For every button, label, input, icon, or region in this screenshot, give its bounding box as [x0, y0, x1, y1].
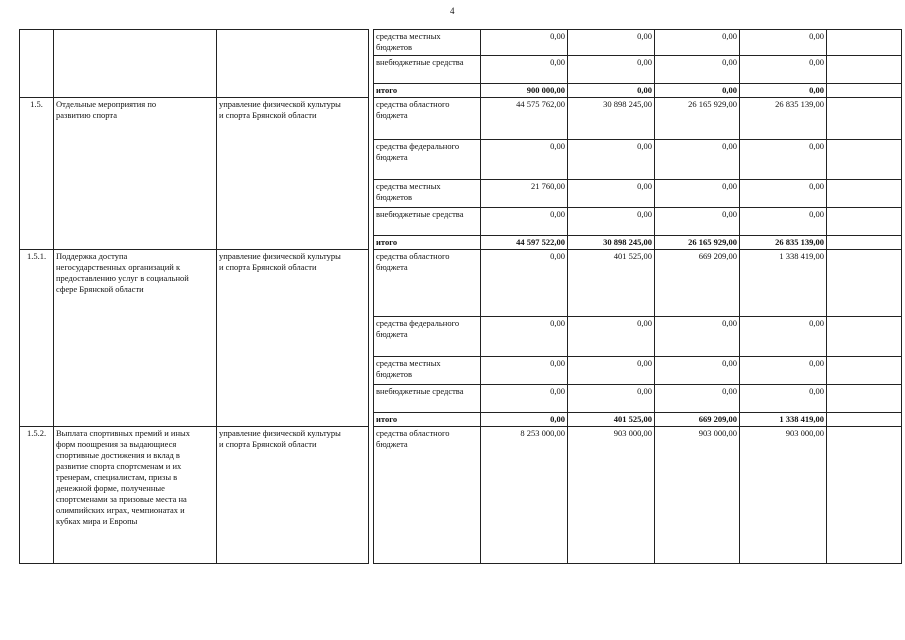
amount-cell: 0,00 — [655, 208, 740, 236]
amount-cell: 900 000,00 — [481, 84, 568, 98]
amount-cell: 44 597 522,00 — [481, 236, 568, 250]
text-line: итого — [376, 85, 398, 95]
executor — [217, 30, 369, 98]
amount-cell: 0,00 — [655, 385, 740, 413]
amount-cell: 0,00 — [655, 30, 740, 56]
funding-source — [374, 30, 481, 56]
amount-cell: 0,00 — [740, 30, 827, 56]
amount-cell: 0,00 — [481, 250, 568, 317]
text-line: управление физической культуры — [219, 99, 341, 109]
funding-source — [374, 427, 481, 564]
text-line: внебюджетные средства — [376, 57, 464, 67]
text-line: бюджета — [376, 262, 408, 272]
funding-source — [374, 84, 481, 98]
funding-source — [374, 357, 481, 385]
text-line: бюджета — [376, 329, 408, 339]
text-line: денежной форме, полученные — [56, 483, 165, 493]
amount-cell: 401 525,00 — [568, 413, 655, 427]
funding-source — [374, 250, 481, 317]
text-line: бюджетов — [376, 369, 412, 379]
activity-name — [54, 427, 217, 564]
amount-cell: 30 898 245,00 — [568, 236, 655, 250]
amount-cell: 26 835 139,00 — [740, 236, 827, 250]
text-line: итого — [376, 237, 398, 247]
amount-cell: 0,00 — [568, 30, 655, 56]
amount-cell: 0,00 — [655, 84, 740, 98]
text-line: управление физической культуры — [219, 428, 341, 438]
amount-cell: 26 835 139,00 — [740, 98, 827, 140]
amount-cell: 0,00 — [481, 413, 568, 427]
funding-source — [374, 140, 481, 180]
text-line: средства федерального — [376, 141, 460, 151]
empty-cell — [827, 427, 902, 564]
text-line: средства областного — [376, 99, 450, 109]
amount-cell: 0,00 — [740, 317, 827, 357]
amount-cell: 0,00 — [568, 56, 655, 84]
funding-source — [374, 98, 481, 140]
amount-cell: 26 165 929,00 — [655, 98, 740, 140]
table-row — [20, 98, 902, 140]
empty-cell — [827, 180, 902, 208]
empty-cell — [827, 208, 902, 236]
amount-cell: 0,00 — [568, 208, 655, 236]
text-line: сфере Брянской области — [56, 284, 144, 294]
amount-cell: 903 000,00 — [568, 427, 655, 564]
text-line: развитие спорта спортсменам и их — [56, 461, 182, 471]
funding-source — [374, 413, 481, 427]
empty-cell — [827, 140, 902, 180]
text-line: и спорта Брянской области — [219, 110, 317, 120]
executor — [217, 250, 369, 427]
text-line: средства федерального — [376, 318, 460, 328]
amount-cell: 0,00 — [568, 84, 655, 98]
amount-cell: 1 338 419,00 — [740, 250, 827, 317]
text-line: средства местных — [376, 358, 441, 368]
table-row — [20, 427, 902, 564]
amount-cell: 0,00 — [655, 140, 740, 180]
amount-cell: 0,00 — [740, 56, 827, 84]
executor — [217, 427, 369, 564]
amount-cell: 0,00 — [481, 30, 568, 56]
funding-source — [374, 56, 481, 84]
amount-cell: 0,00 — [568, 357, 655, 385]
amount-cell: 0,00 — [655, 56, 740, 84]
amount-cell: 669 209,00 — [655, 413, 740, 427]
text-line: Поддержка доступа — [56, 251, 128, 261]
amount-cell: 0,00 — [740, 385, 827, 413]
amount-cell: 26 165 929,00 — [655, 236, 740, 250]
amount-cell: 44 575 762,00 — [481, 98, 568, 140]
empty-cell — [827, 84, 902, 98]
table-row — [20, 30, 902, 56]
text-line: средства областного — [376, 428, 450, 438]
amount-cell: 0,00 — [568, 317, 655, 357]
text-line: Отдельные мероприятия по — [56, 99, 157, 109]
amount-cell: 401 525,00 — [568, 250, 655, 317]
text-line: бюджета — [376, 439, 408, 449]
amount-cell: 21 760,00 — [481, 180, 568, 208]
text-line: и спорта Брянской области — [219, 439, 317, 449]
text-line: спортивные достижения и вклад в — [56, 450, 180, 460]
amount-cell: 903 000,00 — [655, 427, 740, 564]
amount-cell: 8 253 000,00 — [481, 427, 568, 564]
budget-table — [19, 29, 902, 564]
empty-cell — [827, 30, 902, 56]
text-line: средства местных — [376, 181, 441, 191]
amount-cell: 0,00 — [481, 385, 568, 413]
text-line: внебюджетные средства — [376, 386, 464, 396]
funding-source — [374, 208, 481, 236]
amount-cell: 0,00 — [481, 317, 568, 357]
amount-cell: 0,00 — [740, 84, 827, 98]
text-line: тренерам, специалистам, призы в — [56, 472, 178, 482]
text-line: Выплата спортивных премий и иных — [56, 428, 190, 438]
text-line: и спорта Брянской области — [219, 262, 317, 272]
activity-name — [54, 250, 217, 427]
empty-cell — [827, 317, 902, 357]
amount-cell: 903 000,00 — [740, 427, 827, 564]
amount-cell: 1 338 419,00 — [740, 413, 827, 427]
amount-cell: 0,00 — [740, 357, 827, 385]
item-code: 1.5.1. — [20, 250, 54, 427]
funding-source — [374, 180, 481, 208]
text-line: бюджета — [376, 110, 408, 120]
amount-cell: 0,00 — [655, 357, 740, 385]
amount-cell: 30 898 245,00 — [568, 98, 655, 140]
amount-cell: 0,00 — [568, 180, 655, 208]
text-line: средства местных — [376, 31, 441, 41]
item-code: 1.5.2. — [20, 427, 54, 564]
empty-cell — [827, 357, 902, 385]
empty-cell — [827, 236, 902, 250]
item-code — [20, 30, 54, 98]
amount-cell: 0,00 — [740, 208, 827, 236]
text-line: форм поощрения за выдающиеся — [56, 439, 177, 449]
text-line: развитию спорта — [56, 110, 117, 120]
amount-cell: 0,00 — [481, 208, 568, 236]
text-line: средства областного — [376, 251, 450, 261]
amount-cell: 0,00 — [481, 357, 568, 385]
executor — [217, 98, 369, 250]
amount-cell: 0,00 — [481, 140, 568, 180]
text-line: предоставлению услуг в социальной — [56, 273, 189, 283]
text-line: внебюджетные средства — [376, 209, 464, 219]
text-line: кубках мира и Европы — [56, 516, 138, 526]
empty-cell — [827, 250, 902, 317]
activity-name — [54, 98, 217, 250]
amount-cell: 0,00 — [740, 180, 827, 208]
text-line: олимпийских играх, чемпионатах и — [56, 505, 185, 515]
amount-cell: 0,00 — [568, 140, 655, 180]
text-line: бюджетов — [376, 42, 412, 52]
text-line: негосударственных организаций к — [56, 262, 181, 272]
text-line: итого — [376, 414, 398, 424]
empty-cell — [827, 413, 902, 427]
text-line: бюджетов — [376, 192, 412, 202]
empty-cell — [827, 56, 902, 84]
funding-source — [374, 317, 481, 357]
amount-cell: 0,00 — [568, 385, 655, 413]
amount-cell: 0,00 — [740, 140, 827, 180]
text-line: бюджета — [376, 152, 408, 162]
empty-cell — [827, 385, 902, 413]
amount-cell: 669 209,00 — [655, 250, 740, 317]
amount-cell: 0,00 — [655, 180, 740, 208]
text-line: управление физической культуры — [219, 251, 341, 261]
amount-cell: 0,00 — [481, 56, 568, 84]
funding-source — [374, 236, 481, 250]
funding-source — [374, 385, 481, 413]
activity-name — [54, 30, 217, 98]
text-line: спортсменами за призовые места на — [56, 494, 187, 504]
amount-cell: 0,00 — [655, 317, 740, 357]
table-row — [20, 250, 902, 317]
item-code: 1.5. — [20, 98, 54, 250]
empty-cell — [827, 98, 902, 140]
page-number: 4 — [450, 6, 455, 16]
